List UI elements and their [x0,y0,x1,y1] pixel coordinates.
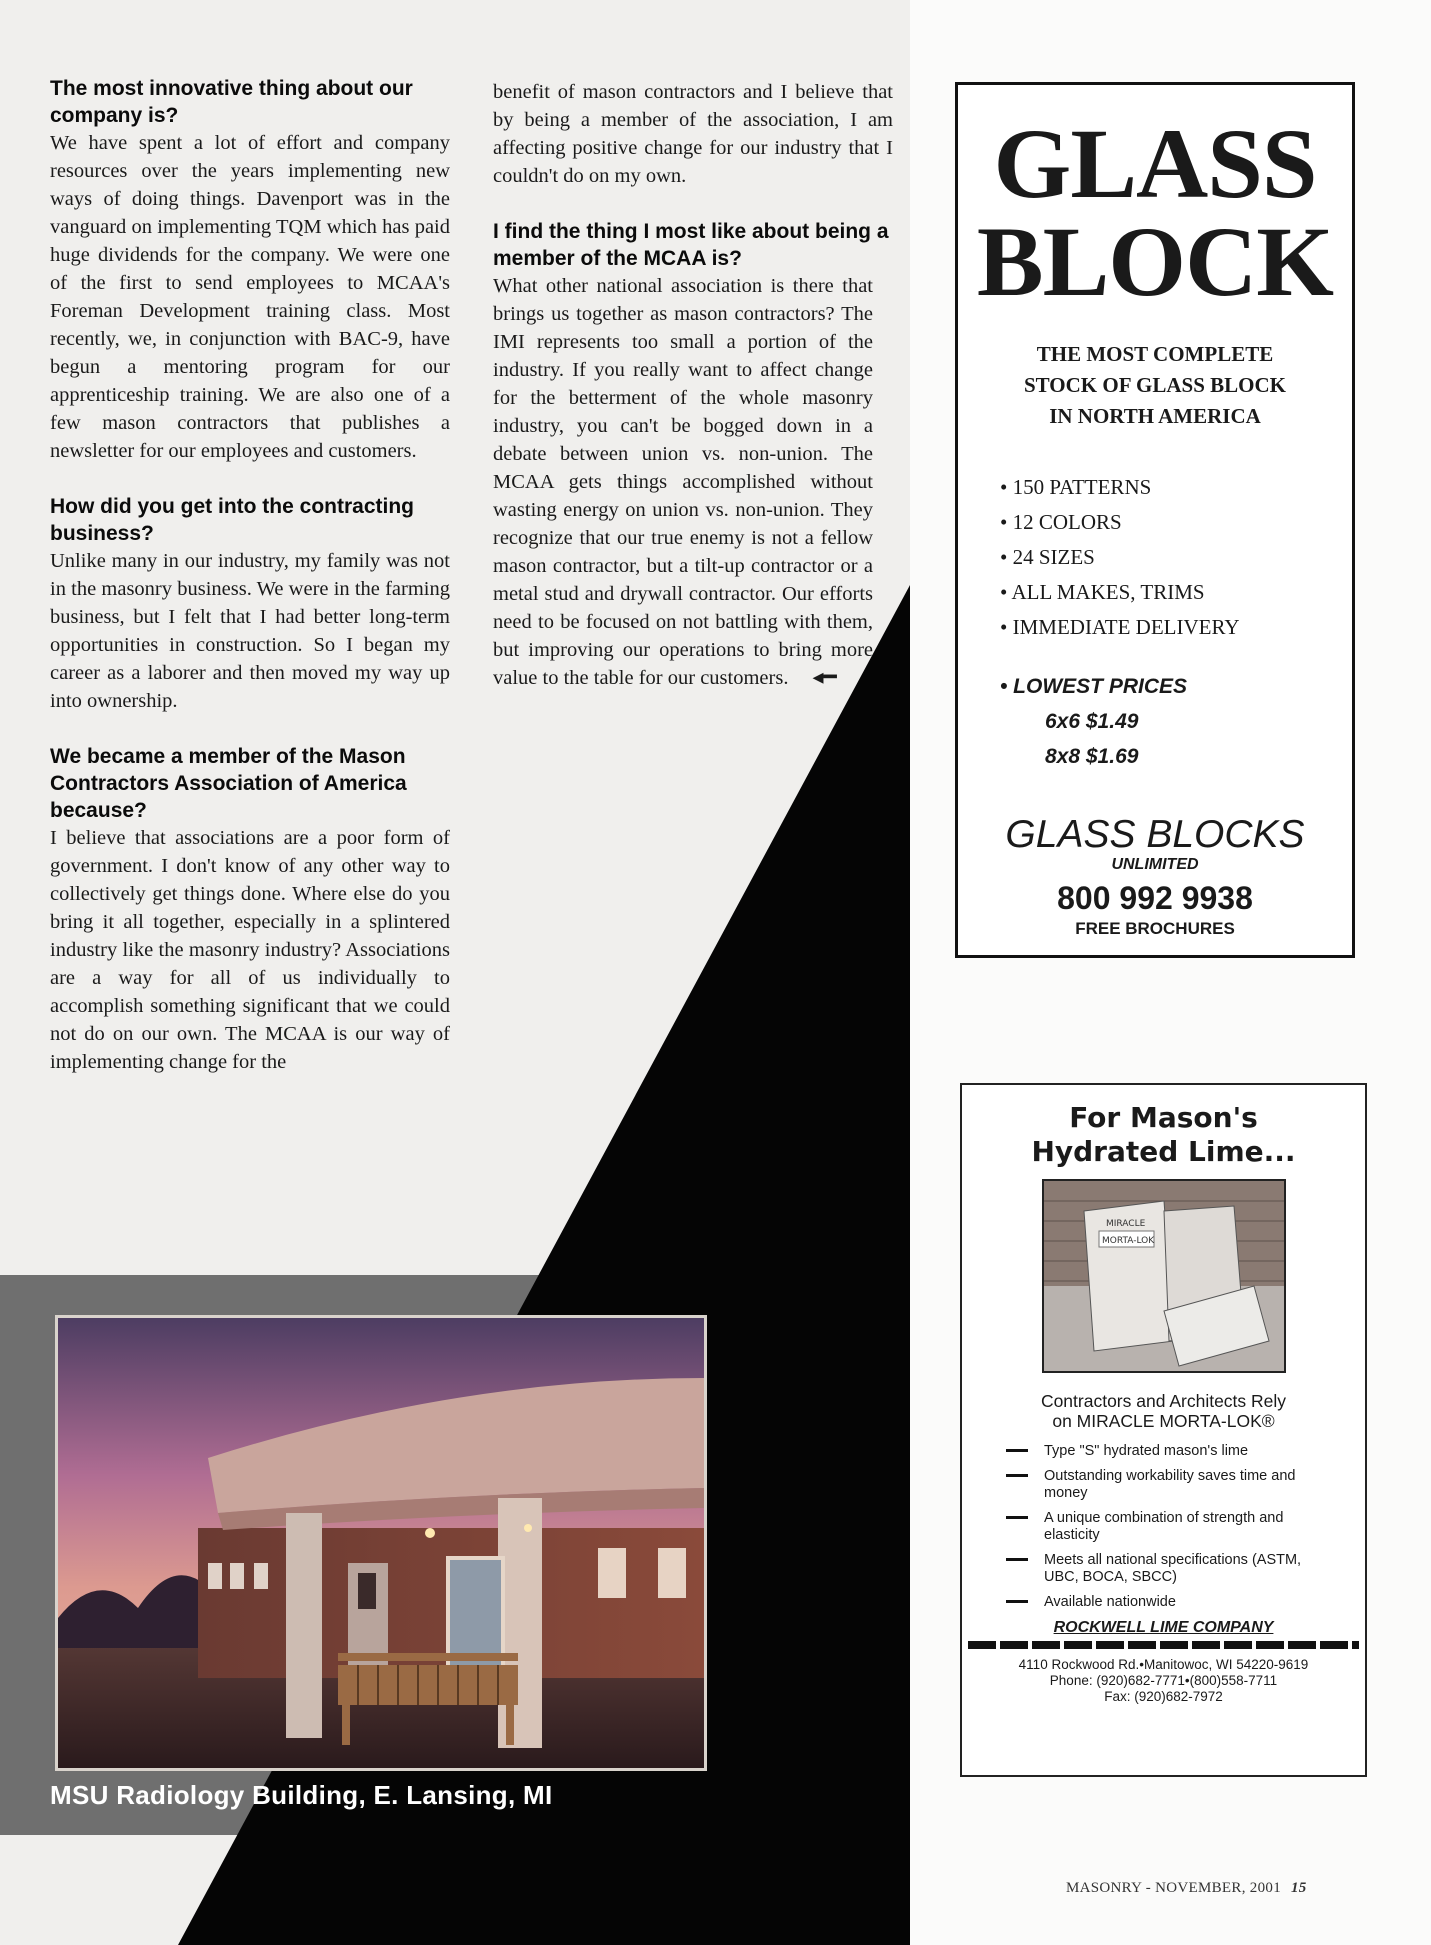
brand-subtitle: UNLIMITED [1111,856,1199,873]
list-item: • 24 SIZES [1000,540,1352,575]
building-photo [55,1315,707,1771]
question-heading: The most innovative thing about our company is? [50,77,413,127]
list-item: A unique combination of strength and elasticity [1006,1510,1316,1544]
answer-text [493,272,873,692]
company-name: ROCKWELL LIME COMPANY [1053,1619,1274,1636]
article-column-1 [50,75,450,1076]
glass-block-ad [955,82,1355,958]
list-item: • IMMEDIATE DELIVERY [1000,610,1352,645]
lime-bags-photo [1042,1179,1286,1373]
continuation-text: benefit of mason contractors and I believe that by being a member of the association, I am affecting positive change for our industry that I couldn't do on my own. [493,81,893,187]
end-arrow-icon: ◂━ [812,665,837,690]
ad-title: For Mason's Hydrated Lime... [1031,1101,1296,1168]
article-column-2 [493,78,893,692]
list-item: • 150 PATTERNS [1000,470,1352,505]
feature-list [1006,1443,1316,1611]
question-heading: How did you get into the contracting business? [50,495,414,545]
rely-text: Contractors and Architects Rely on MIRACLE MORTA-LOK® [1040,1391,1287,1431]
list-item: Available nationwide [1006,1594,1316,1611]
answer-text: Unlike many in our industry, my family was not in the masonry business. We were in the farming business, but I felt that I had better long-term opportunities in construction. So I began my career as a laborer and then moved my way up into ownership. [50,550,450,712]
answer-body: What other national association is there that brings us together as mason contractors? The IMI represents too small a portion of the industry. If you really want to affect change for the betterment of the whole masonry industry, you can't be bogged down in a debate between union vs. non-union. The MCAA gets things accomplished without wasting energy on union vs. non-union. They recognize that our true enemy is not a fellow mason contractor, but a tilt-up contractor or a metal stud and drywall contractor. Our efforts need to be focused on not battling with them, but improving our operations to bring more value to the table for our customers. [493,275,873,689]
price-8x8: 8x8 $1.69 [1045,745,1139,768]
list-item: • ALL MAKES, TRIMS [1000,575,1352,610]
question-heading: We became a member of the Mason Contractors Association of America because? [50,745,407,822]
question-heading: I find the thing I most like about being a member of the MCAA is? [493,220,889,270]
list-item: • 12 COLORS [1000,505,1352,540]
bag-brand: MORTA-LOK [1101,1236,1154,1246]
answer-text: I believe that associations are a poor form of government. I don't know of any other way to collectively get things done. Where else do you bring it all together, especially in a splintered industry like the masonry industry? Associations are a way for all of us individually to accomplish something significant that we could not do on our own. The MCAA is our way of implementing change for the [50,827,450,1073]
page-footer [1066,1880,1307,1897]
ad-subtitle: THE MOST COMPLETE STOCK OF GLASS BLOCK IN NORTH AMERICA [1024,342,1286,428]
phone-number: 800 992 9938 [1057,880,1253,916]
page-number: 15 [1291,1880,1307,1896]
lowest-prices: • LOWEST PRICES 6x6 $1.49 8x8 $1.69 [1000,669,1352,774]
list-item: Type "S" hydrated mason's lime [1006,1443,1316,1460]
mason-lime-ad [960,1083,1367,1777]
list-item: Meets all national specifications (ASTM, UBC, BOCA, SBCC) [1006,1552,1316,1586]
bag-label: MIRACLE [1105,1219,1145,1229]
ad-title: GLASS BLOCK [976,108,1334,317]
company-address: 4110 Rockwood Rd.•Manitowoc, WI 54220-9619 Phone: (920)682-7771•(800)558-7711 Fax: (920)682-7972 [1018,1657,1309,1704]
free-brochures: FREE BROCHURES [1075,919,1235,938]
feature-list [1000,470,1352,645]
answer-text: We have spent a lot of effort and company resources over the years implementing new ways of doing things. Davenport was in the vanguard on implementing TQM which has paid huge dividends for the company. We were one of the first to send employees to MCAA's Foreman Development training class. Most recently, we, in conjunction with BAC-9, have begun a mentoring program for our apprenticeship training. We are also one of a few mason contractors that publishes a newsletter for our employees and customers. [50,132,450,462]
dashed-divider [968,1641,1359,1649]
list-item: Outstanding workability saves time and money [1006,1468,1316,1502]
footer-text: MASONRY - NOVEMBER, 2001 [1066,1880,1281,1896]
photo-caption: MSU Radiology Building, E. Lansing, MI [50,1780,553,1810]
price-6x6: 6x6 $1.49 [1045,710,1139,733]
brand-name: GLASS BLOCKS [1005,813,1305,856]
